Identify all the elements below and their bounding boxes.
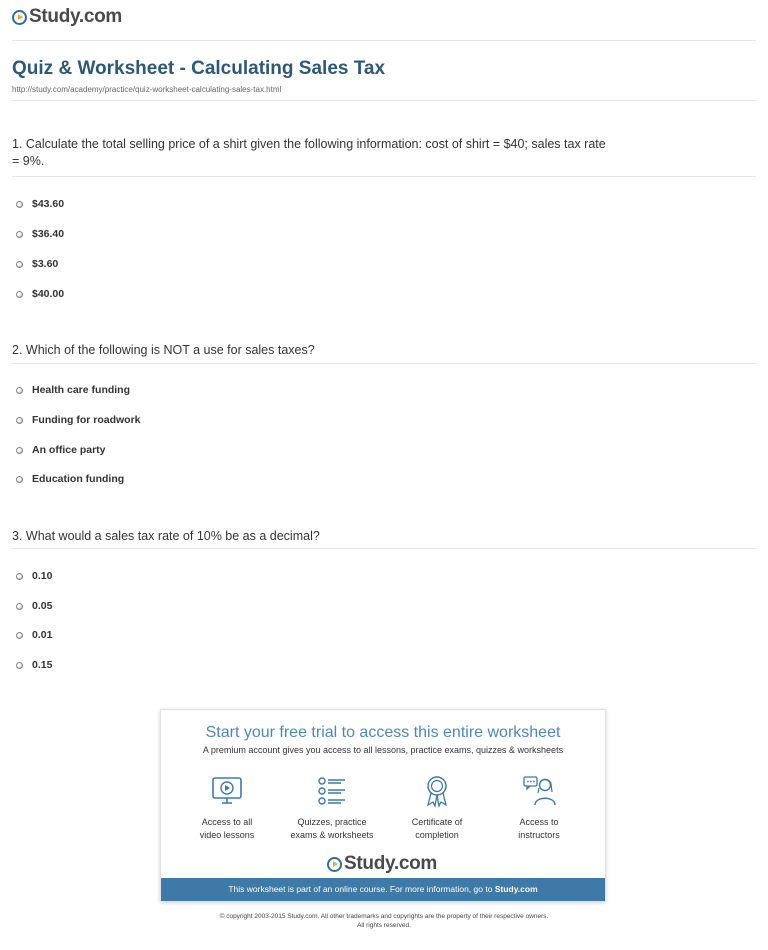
feature-certificate [387, 774, 487, 842]
study-logo[interactable] [12, 6, 122, 28]
radio-icon[interactable] [16, 632, 23, 639]
feature-video-lessons [177, 774, 277, 842]
option-label: Education funding [32, 473, 125, 485]
footer-text: This worksheet is part of an online course. For more information, go to [228, 884, 493, 894]
question-1-divider [12, 176, 756, 177]
free-trial-promo [160, 709, 606, 902]
answer-option[interactable] [16, 198, 64, 210]
feature-label: Access to instructors [518, 817, 560, 840]
option-label: $43.60 [32, 198, 65, 210]
radio-icon[interactable] [16, 387, 23, 394]
play-logo-icon [327, 857, 342, 872]
radio-icon[interactable] [16, 261, 23, 268]
header-divider [12, 40, 756, 41]
answer-option[interactable] [16, 629, 52, 641]
title-divider [12, 100, 756, 101]
promo-headline[interactable]: Start your free trial to access this entire worksheet [205, 724, 561, 741]
answer-option[interactable] [16, 444, 106, 456]
answer-option[interactable] [16, 659, 52, 671]
answer-option[interactable] [16, 288, 64, 300]
certificate-icon [420, 774, 454, 808]
radio-icon[interactable] [16, 231, 23, 238]
answer-option[interactable] [16, 600, 52, 612]
option-label: 0.05 [32, 600, 53, 612]
rights-line: All rights reserved. [357, 922, 411, 929]
question-3: 3. What would a sales tax rate of 10% be as a decimal? [12, 529, 320, 543]
copyright-line: © copyright 2003-2015 Study.com. All other trademarks and copyrights are the property of their respective owners. [219, 913, 549, 920]
answer-option[interactable] [16, 228, 64, 240]
option-label: Health care funding [32, 384, 131, 396]
radio-icon[interactable] [16, 573, 23, 580]
option-label: 0.01 [32, 629, 53, 641]
question-1: 1. Calculate the total selling price of a shirt given the following information: cost of shirt = $40; sales tax rate = 9%. [12, 137, 606, 168]
footer-link[interactable]: Study.com [494, 884, 538, 894]
quiz-list-icon [315, 774, 349, 808]
answer-option[interactable] [16, 414, 141, 426]
option-label: $40.00 [32, 288, 65, 300]
option-label: $36.40 [32, 228, 65, 240]
answer-option[interactable] [16, 570, 52, 582]
promo-study-logo[interactable] [327, 853, 437, 875]
question-2: 2. Which of the following is NOT a use for sales taxes? [12, 343, 315, 357]
copyright [0, 912, 768, 930]
feature-label: Access to all video lessons [199, 817, 255, 840]
question-3-divider [12, 548, 756, 549]
radio-icon[interactable] [16, 417, 23, 424]
brand-name: Study.com [29, 6, 123, 27]
answer-option[interactable] [16, 473, 124, 485]
option-label: 0.10 [32, 570, 53, 582]
option-label: Funding for roadwork [32, 414, 141, 426]
promo-footer [161, 878, 605, 901]
radio-icon[interactable] [16, 291, 23, 298]
feature-label: Quizzes, practice exams & worksheets [290, 817, 374, 840]
brand-name: Study.com [344, 853, 438, 874]
option-label: $3.60 [32, 258, 59, 270]
option-label: An office party [32, 444, 106, 456]
radio-icon[interactable] [16, 662, 23, 669]
radio-icon[interactable] [16, 201, 23, 208]
feature-instructors [489, 774, 589, 842]
page-title: Quiz & Worksheet - Calculating Sales Tax [12, 58, 386, 79]
feature-label: Certificate of completion [411, 817, 463, 840]
promo-subtitle: A premium account gives you access to all lessons, practice exams, quizzes & worksheets [202, 745, 564, 755]
feature-quizzes [282, 774, 382, 842]
play-logo-icon [12, 10, 27, 25]
answer-option[interactable] [16, 384, 130, 396]
question-2-divider [12, 363, 756, 364]
answer-option[interactable] [16, 258, 58, 270]
option-label: 0.15 [32, 659, 53, 671]
radio-icon[interactable] [16, 603, 23, 610]
radio-icon[interactable] [16, 476, 23, 483]
radio-icon[interactable] [16, 447, 23, 454]
video-lesson-icon [210, 774, 244, 808]
instructor-icon [522, 774, 556, 808]
page-url: http://study.com/academy/practice/quiz-worksheet-calculating-sales-tax.html [12, 85, 282, 94]
